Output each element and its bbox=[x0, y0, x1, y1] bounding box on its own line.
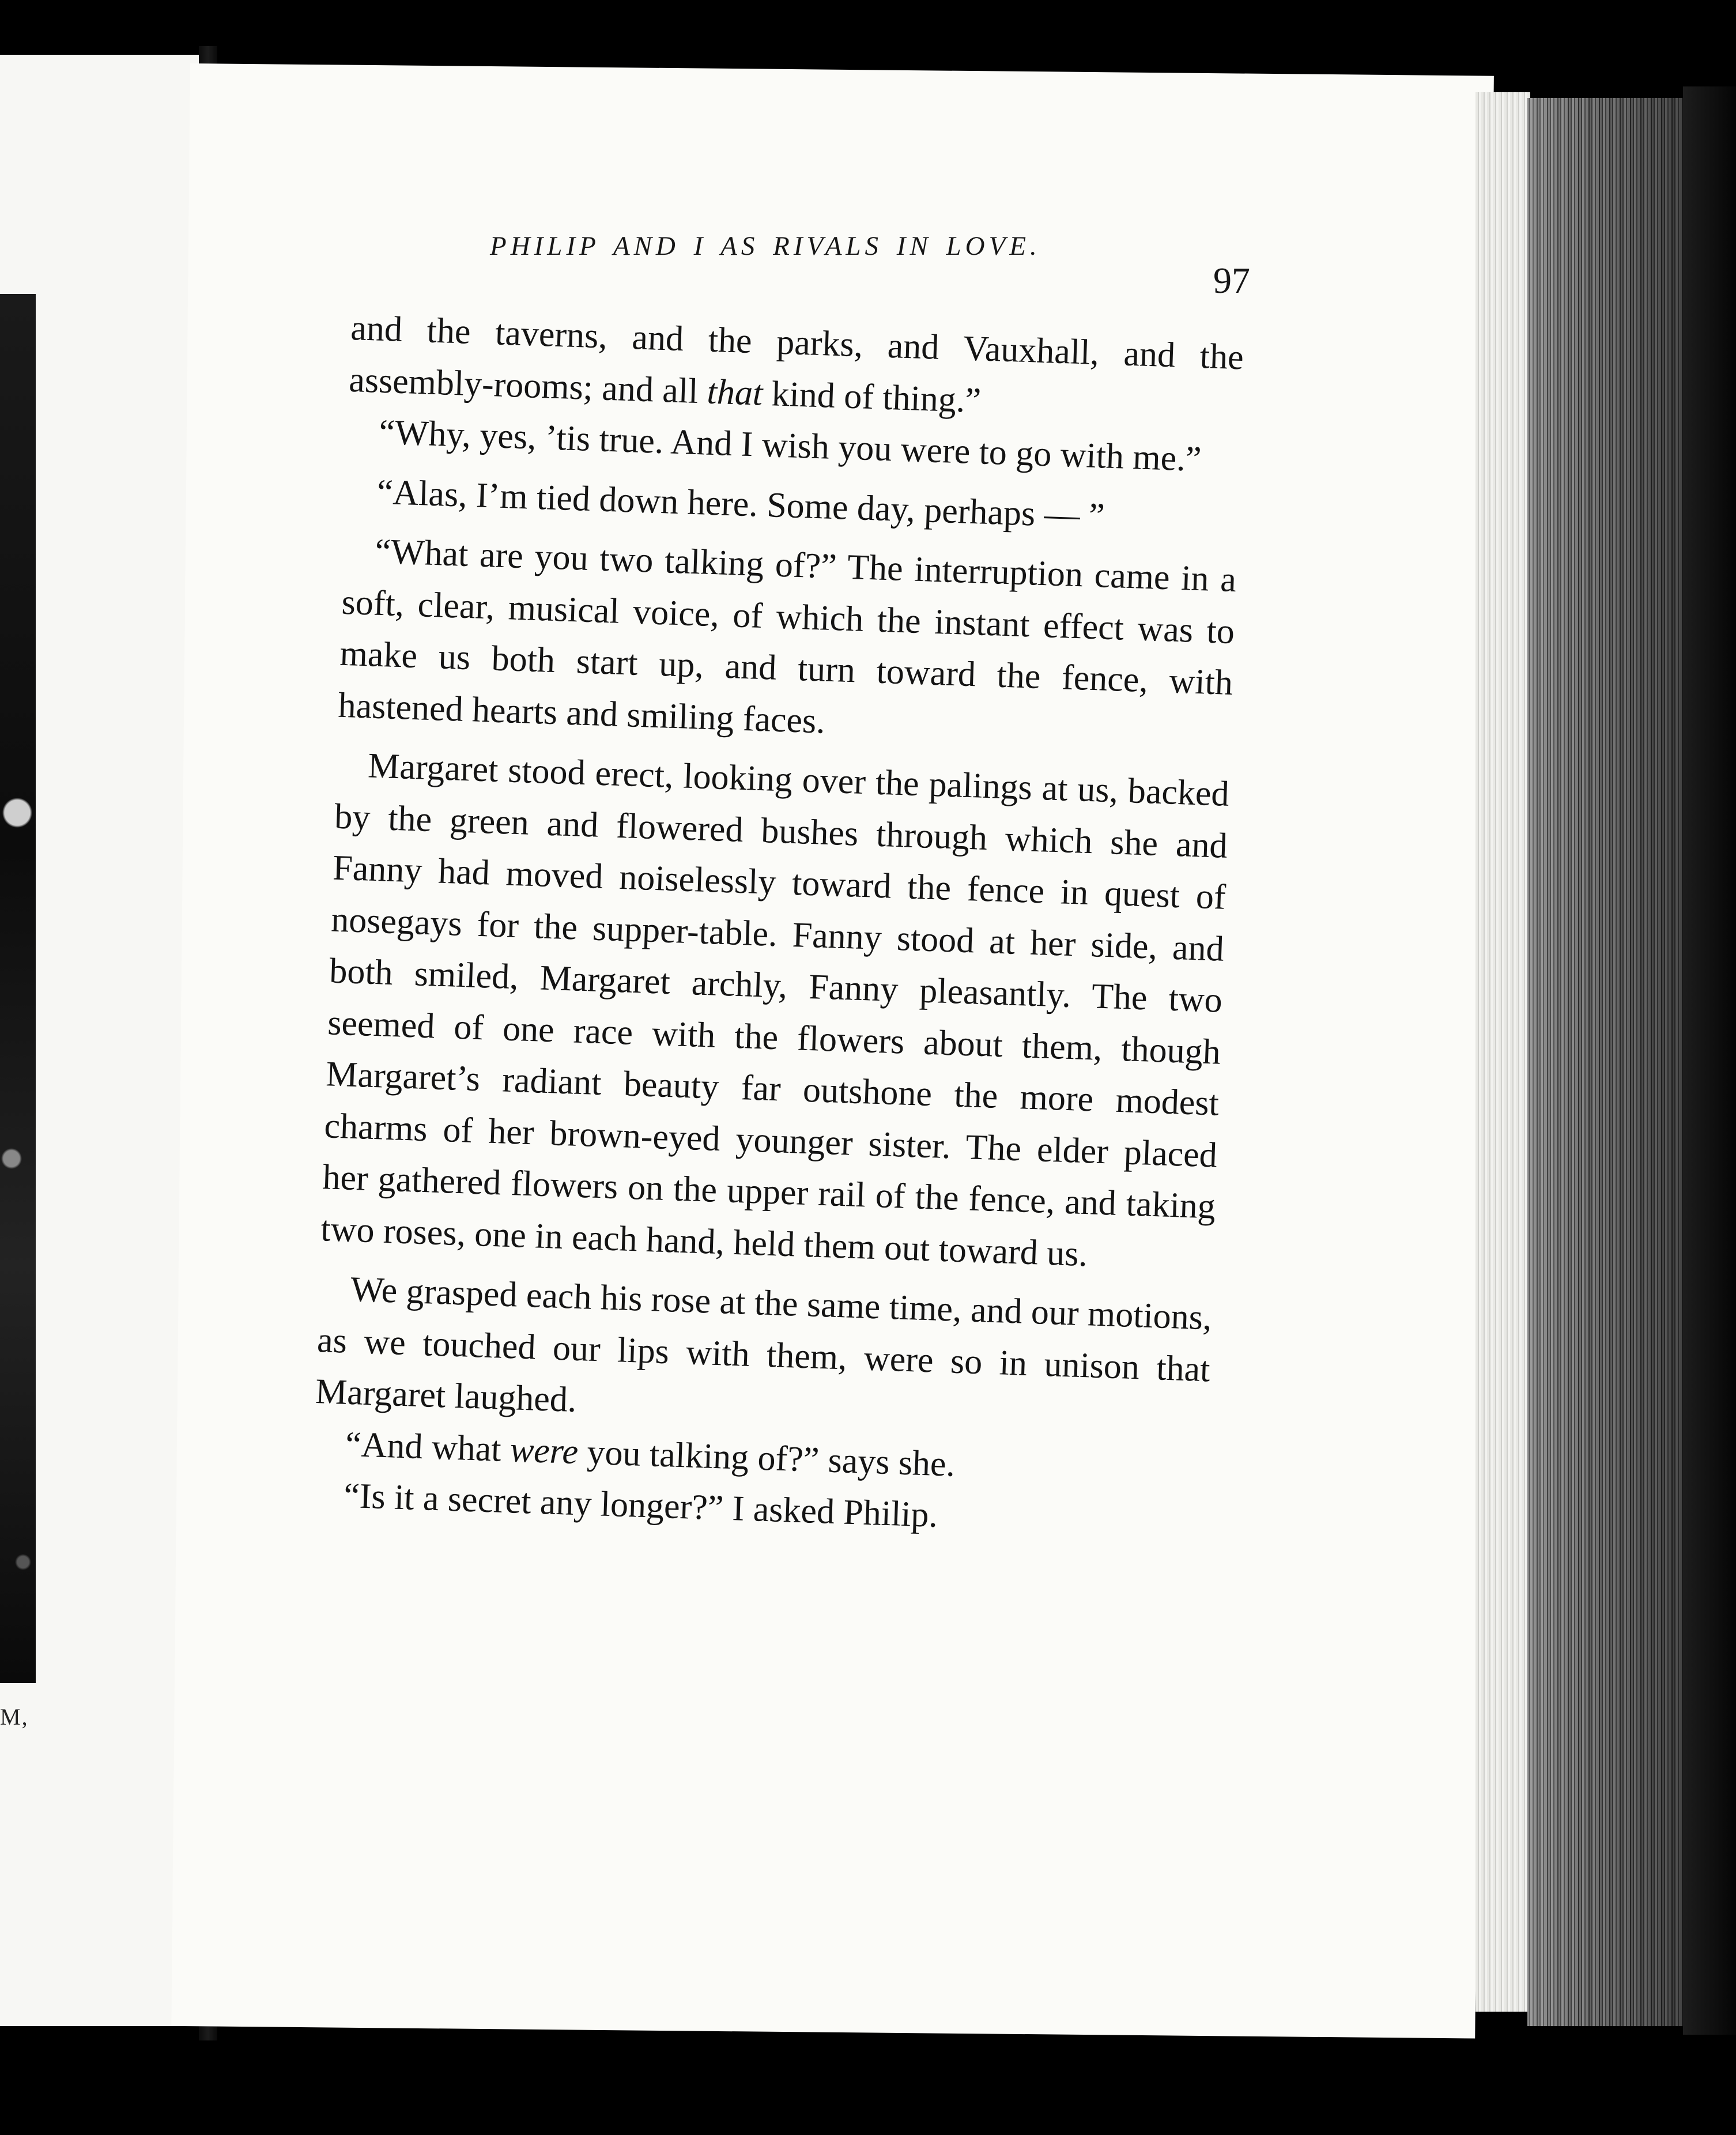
page-number: 97 bbox=[1213, 260, 1250, 301]
paragraph-text: kind of thing.” bbox=[762, 374, 982, 420]
paragraph: “Why, yes, ’tis true. And I wish you were to go with me.” bbox=[378, 412, 1202, 480]
emphasis-text: were bbox=[509, 1429, 579, 1472]
paragraph-text: and the taverns, and the parks, and Vauxhall, and the assembly-rooms; and all bbox=[348, 308, 1244, 412]
paragraph: We grasped each his rose at the same time, and our motions, as we touched our lips with them, were so in unison that Margaret laughed. bbox=[315, 1269, 1213, 1420]
left-page-illustration-plate bbox=[0, 294, 36, 1683]
paragraph-text: “And what bbox=[345, 1424, 511, 1469]
page-stack-edge bbox=[1475, 92, 1530, 2012]
paragraph: “What are you two talking of?” The interruption came in a soft, clear, musical voice, of which the instant effect was to make us both start up, and turn toward the fence, with hastened hearts and smiling faces. bbox=[337, 531, 1237, 741]
emphasis-text: that bbox=[706, 372, 764, 413]
left-page-caption-fragment: M, bbox=[0, 1704, 29, 1730]
paragraph: Margaret stood erect, looking over the palings at us, backed by the green and flowered bushes through which she and Fanny had moved noiselessly toward the fence in quest of nosegays for the supper-table. Fanny stood at her side, and both smiled, Margaret archly, Fanny pleasantly. The two seemed of one race with the flowers about them, though Margaret’s radiant beauty far outshone the more modest charms of her brown-eyed younger sister. The elder placed her gathered flowers on the upper rail of the fence, and taking two roses, one in each hand, held them out toward us. bbox=[320, 746, 1230, 1274]
paragraph: “Alas, I’m tied down here. Some day, perhaps — ” bbox=[376, 472, 1105, 536]
running-head: PHILIP AND I AS RIVALS IN LOVE. bbox=[490, 231, 1041, 261]
book-fore-edge bbox=[1527, 98, 1683, 2026]
book-cover-board bbox=[1683, 86, 1736, 2035]
paragraph-text: you talking of?” says she. bbox=[578, 1432, 956, 1484]
body-text bbox=[311, 303, 1244, 1551]
paragraph: “Is it a secret any longer?” I asked Philip. bbox=[343, 1476, 939, 1535]
